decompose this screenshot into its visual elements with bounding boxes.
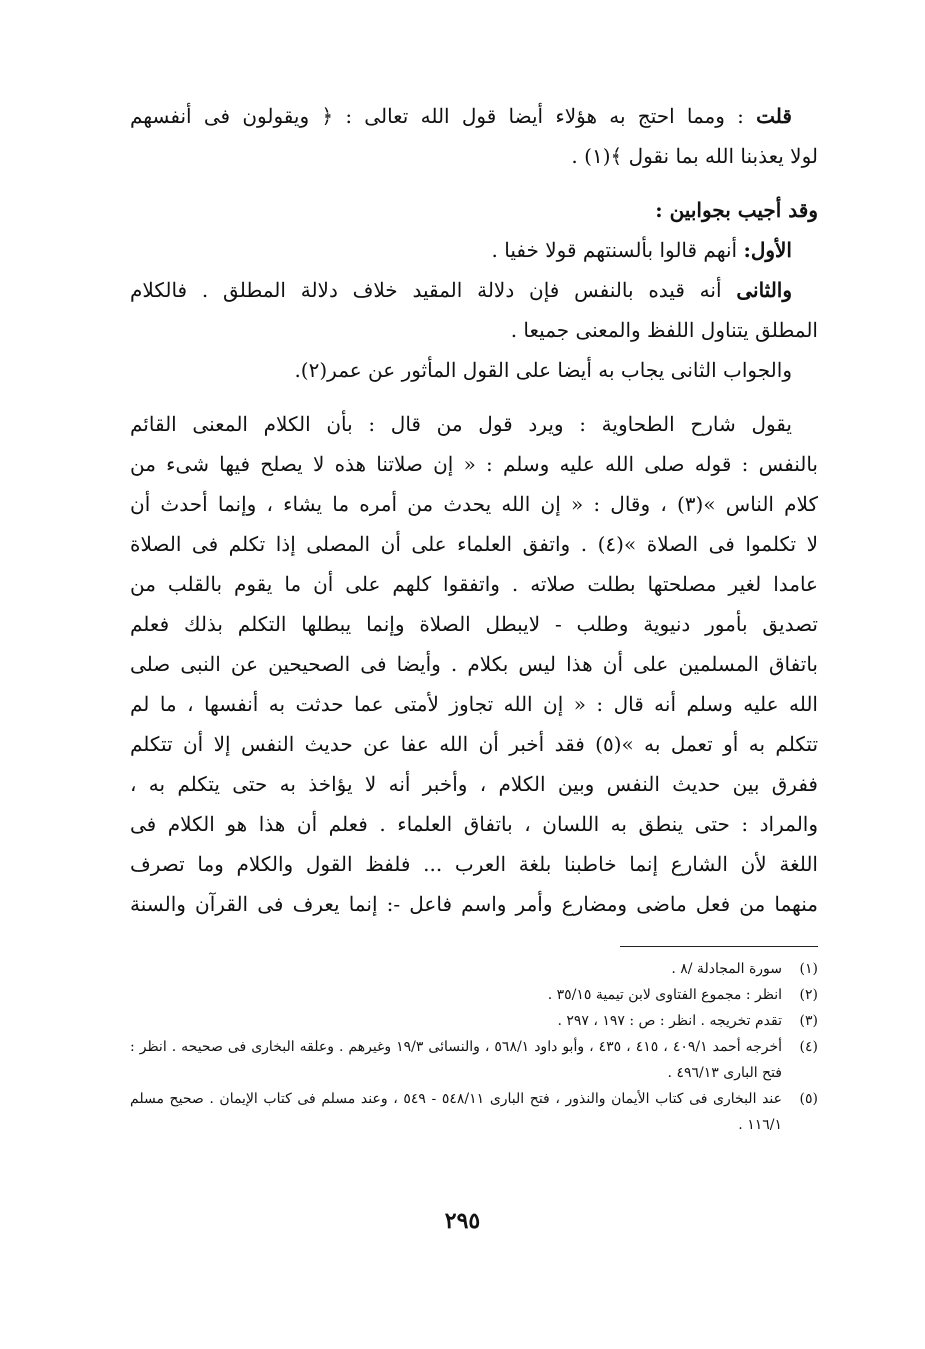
commentary-line: ففرق بين حديث النفس وبين الكلام ، وأخبر أنه لا يؤاخذ به حتى يتكلم به ، <box>130 772 818 796</box>
commentary-paragraph <box>130 404 818 924</box>
intro-paragraph <box>130 96 818 176</box>
commentary-line: لا تكلموا فى الصلاة »(٤) . واتفق العلماء على أن المصلى إذا تكلم فى الصلاة <box>130 532 818 556</box>
footnote-item <box>130 956 818 982</box>
commentary-line: كلام الناس »(٣) ، وقال : « إن الله يحدث من أمره ما يشاء ، وإنما أحدث أن <box>130 492 818 516</box>
footnote-number: (٤) <box>799 1039 818 1055</box>
footnote-number: (٣) <box>799 1013 818 1029</box>
footnotes <box>130 956 818 1138</box>
intro-line-1 <box>130 96 818 136</box>
second-answer-line-1 <box>130 270 818 310</box>
intro-line-1-text: : ومما احتج به هؤلاء أيضا قول الله تعالى : ﴿ ويقولون فى أنفسهم <box>130 104 744 128</box>
page-number: ٢٩٥ <box>444 1208 481 1234</box>
commentary-line: تتكلم به أو تعمل به »(٥) فقد أخبر أن الله عفا عن حديث النفس إلا أن تتكلم <box>130 732 818 756</box>
commentary-line: باتفاق المسلمين على أن هذا ليس بكلام . وأيضا فى الصحيحين عن النبى صلى <box>130 652 818 676</box>
omar-answer-line: والجواب الثانى يجاب به أيضا على القول المأثور عن عمر(٢). <box>294 358 792 382</box>
commentary-line: تصديق بأمور دنيوية وطلب - لايبطل الصلاة وإنما يبطلها التكلم بذلك فعلم <box>130 612 818 636</box>
commentary-line: عامدا لغير مصلحتها بطلت صلاته . واتفقوا كلهم على أن ما يقوم بالقلب من <box>130 572 818 596</box>
footnote-number: (٢) <box>799 987 818 1003</box>
commentary-line: منهما من فعل ماضى ومضارع وأمر واسم فاعل -: إنما يعرف فى القرآن والسنة <box>130 892 818 916</box>
commentary-line: بالنفس : قوله صلى الله عليه وسلم : « إن صلاتنا هذه لا يصلح فيها شىء من <box>130 452 818 476</box>
first-answer-text: أنهم قالوا بألسنتهم قولا خفيا . <box>491 238 738 262</box>
commentary-line: والمراد : حتى ينطق به اللسان ، باتفاق العلماء . فعلم أن هذا هو الكلام فى <box>130 812 818 836</box>
footnote-item <box>130 1008 818 1034</box>
footnote-text: سورة المجادلة /٨ . <box>671 961 782 977</box>
footnote-item <box>130 1086 818 1138</box>
footnote-number: (٥) <box>799 1091 818 1107</box>
footnote-text: عند البخارى فى كتاب الأيمان والنذور ، فتح البارى ٥٤٨/١١ - ٥٤٩ ، وعند مسلم فى كتاب الإيمان . صحيح مسلم ١١٦/١ . <box>130 1091 782 1133</box>
second-answer-text: أنه قيده بالنفس فإن دلالة المقيد خلاف دلالة المطلق . فالكلام <box>130 278 722 302</box>
intro-label: قلت <box>756 104 792 128</box>
footnote-item <box>130 1034 818 1086</box>
second-answer-line-2: المطلق يتناول اللفظ والمعنى جميعا . <box>510 318 818 342</box>
footnote-text: أخرجه أحمد ٤٠٩/١ ، ٤١٥ ، ٤٣٥ ، وأبو داود ٥٦٨/١ ، والنسائى ١٩/٣ وغيرهم . وعلقه البخارى فى صحيحه . انظر : فتح البارى ٤٩٦/١٣ . <box>130 1039 783 1081</box>
footnote-text: تقدم تخريجه . انظر : ص : ١٩٧ ، ٢٩٧ . <box>557 1013 782 1029</box>
answers-section <box>130 190 818 390</box>
commentary-line: اللغة لأن الشارع إنما خاطبنا بلغة العرب ... فلفظ القول والكلام وما تصرف <box>130 852 818 876</box>
first-answer <box>130 230 818 270</box>
intro-line-2: لولا يعذبنا الله بما نقول ﴾(١) . <box>571 144 818 168</box>
footnote-divider <box>620 946 818 947</box>
commentary-line: الله عليه وسلم أنه قال : « إن الله تجاوز لأمتى عما حدثت به أنفسها ، ما لم <box>130 692 818 716</box>
commentary-line: يقول شارح الطحاوية : ويرد قول من قال : بأن الكلام المعنى القائم <box>130 412 792 436</box>
first-answer-label: الأول: <box>743 238 792 262</box>
answers-heading: وقد أجيب بجوابين : <box>655 198 818 222</box>
footnote-text: انظر : مجموع الفتاوى لابن تيمية ٣٥/١٥ . <box>547 987 782 1003</box>
footnote-item <box>130 982 818 1008</box>
second-answer-label: والثانى <box>736 278 793 302</box>
footnote-number: (١) <box>799 961 818 977</box>
